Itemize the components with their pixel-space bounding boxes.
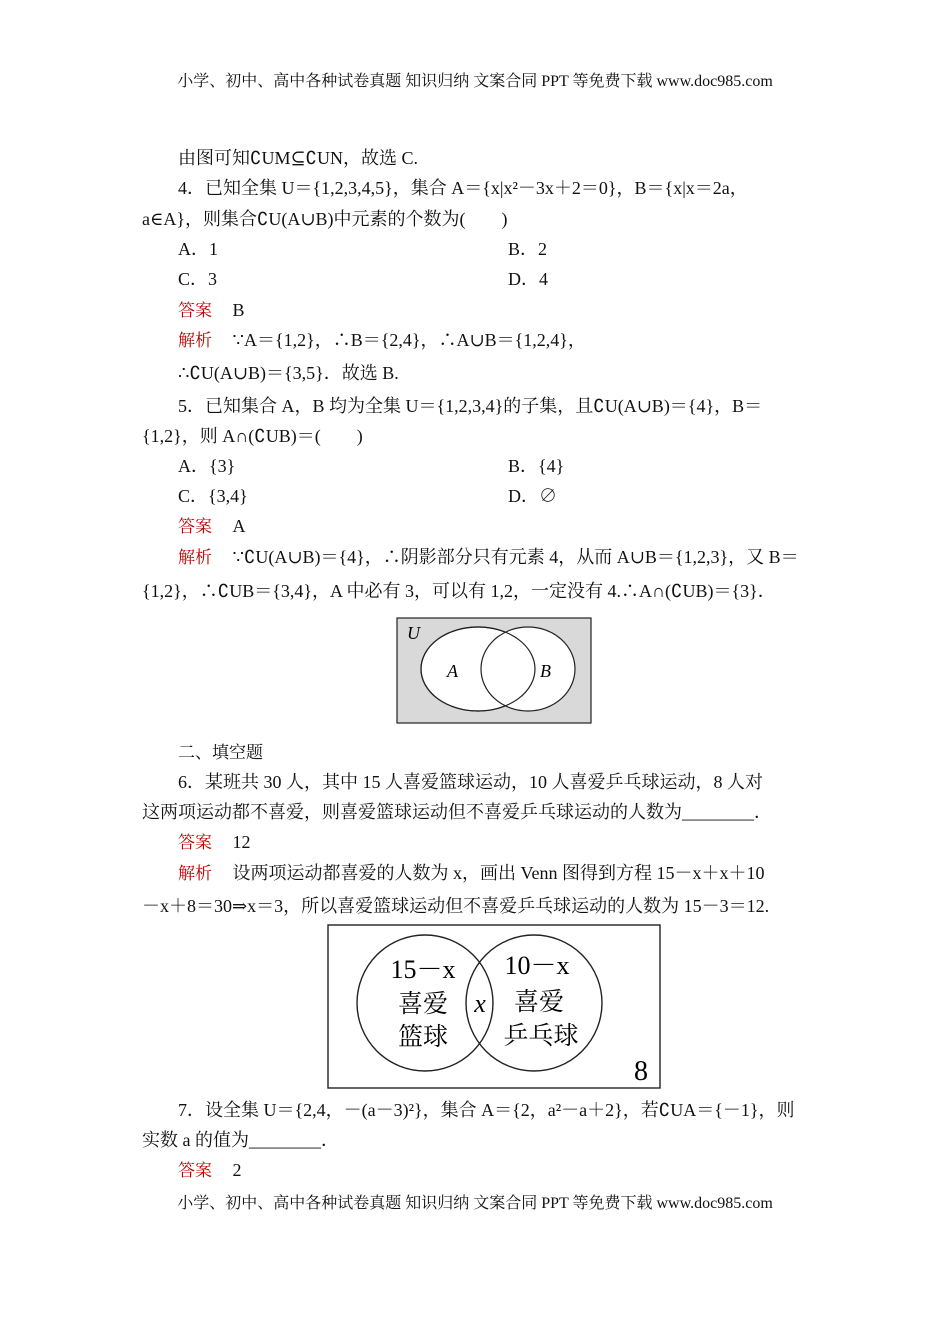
- right-count: 10－x: [504, 951, 570, 980]
- answer-value: B: [232, 300, 245, 320]
- label-a: A: [447, 661, 458, 681]
- option-b: B．2: [508, 239, 548, 259]
- answer-value: A: [232, 516, 246, 536]
- option-a: A．{3}: [178, 456, 236, 476]
- question-6-line2: 这两项运动都不喜爱，则喜爱篮球运动但不喜爱乒乓球运动的人数为________．: [142, 802, 772, 822]
- analysis-text: ∵∁U(A∪B)＝{4}，∴阴影部分只有元素 4，从而 A∪B＝{1,2,3}，又 B＝: [232, 547, 799, 567]
- page-header: 小学、初中、高中各种试卷真题 知识归纳 文案合同 PPT 等免费下载 www.doc985.com: [177, 73, 773, 90]
- question-7-line1: 7．设全集 U＝{2,4，－(a－3)²}，集合 A＝{2，a²－a＋2}，若∁UA＝{－1}，则: [178, 1100, 795, 1120]
- option-c: C．3: [178, 269, 218, 289]
- answer-value: 12: [232, 832, 251, 852]
- option-d: D．4: [508, 269, 548, 289]
- venn-diagram-sports: [327, 924, 661, 1089]
- question-6-line1: 6．某班共 30 人，其中 15 人喜爱篮球运动，10 人喜爱乒乓球运动，8 人对: [178, 772, 763, 792]
- option-c: C．{3,4}: [178, 486, 248, 506]
- analysis-text: －x＋8＝30⇒x＝3，所以喜爱篮球运动但不喜爱乒乓球运动的人数为 15－3＝12.: [142, 896, 770, 916]
- option-d: D．∅: [508, 486, 557, 506]
- right-label-1: 喜爱: [513, 987, 565, 1016]
- venn-diagram-ab: [396, 617, 592, 724]
- section-title: 二、填空题: [178, 743, 263, 763]
- question-4-line1: 4．已知全集 U＝{1,2,3,4,5}，集合 A＝{x|x²－3x＋2＝0}，B＝{x|x＝2a，: [178, 178, 748, 198]
- answer-label: 答案: [178, 833, 212, 853]
- page-footer: 小学、初中、高中各种试卷真题 知识归纳 文案合同 PPT 等免费下载 www.doc985.com: [177, 1195, 773, 1212]
- question-5-line2: {1,2}，则 A∩(∁UB)＝( ): [142, 426, 363, 446]
- question-5-line1: 5．已知集合 A，B 均为全集 U＝{1,2,3,4}的子集，且∁U(A∪B)＝{4}，B＝: [178, 396, 763, 416]
- text-line: 由图可知∁UM⊆∁UN，故选 C.: [178, 148, 418, 168]
- label-b: B: [540, 661, 551, 681]
- option-a: A．1: [178, 239, 218, 259]
- analysis-text: ∴∁U(A∪B)＝{3,5}．故选 B.: [178, 363, 399, 383]
- question-4-line2: a∈A}，则集合∁U(A∪B)中元素的个数为( ): [142, 209, 508, 229]
- question-7-line2: 实数 a 的值为________．: [142, 1130, 339, 1150]
- answer-label: 答案: [178, 301, 212, 321]
- analysis-label: 解析: [178, 548, 212, 568]
- left-count: 15－x: [390, 955, 456, 984]
- answer-label: 答案: [178, 517, 212, 537]
- analysis-text: {1,2}，∴∁UB＝{3,4}，A 中必有 3，可以有 1,2，一定没有 4.∴A∩(∁UB)＝{3}．: [142, 581, 776, 601]
- left-label-1: 喜爱: [397, 989, 449, 1018]
- analysis-text: 设两项运动都喜爱的人数为 x，画出 Venn 图得到方程 15－x＋x＋10: [232, 863, 765, 883]
- answer-value: 2: [232, 1160, 242, 1180]
- answer-label: 答案: [178, 1161, 212, 1181]
- set-b-circle: [481, 627, 575, 711]
- center-count: x: [474, 989, 486, 1018]
- left-label-2: 篮球: [397, 1022, 449, 1051]
- outside-count: 8: [634, 1056, 648, 1087]
- universal-set-rect: [328, 925, 660, 1088]
- right-label-2: 乒乓球: [503, 1021, 579, 1050]
- analysis-label: 解析: [178, 864, 212, 884]
- analysis-text: ∵A＝{1,2}，∴B＝{2,4}，∴A∪B＝{1,2,4}，: [232, 330, 586, 350]
- analysis-label: 解析: [178, 331, 212, 351]
- label-u: U: [407, 623, 420, 643]
- option-b: B．{4}: [508, 456, 565, 476]
